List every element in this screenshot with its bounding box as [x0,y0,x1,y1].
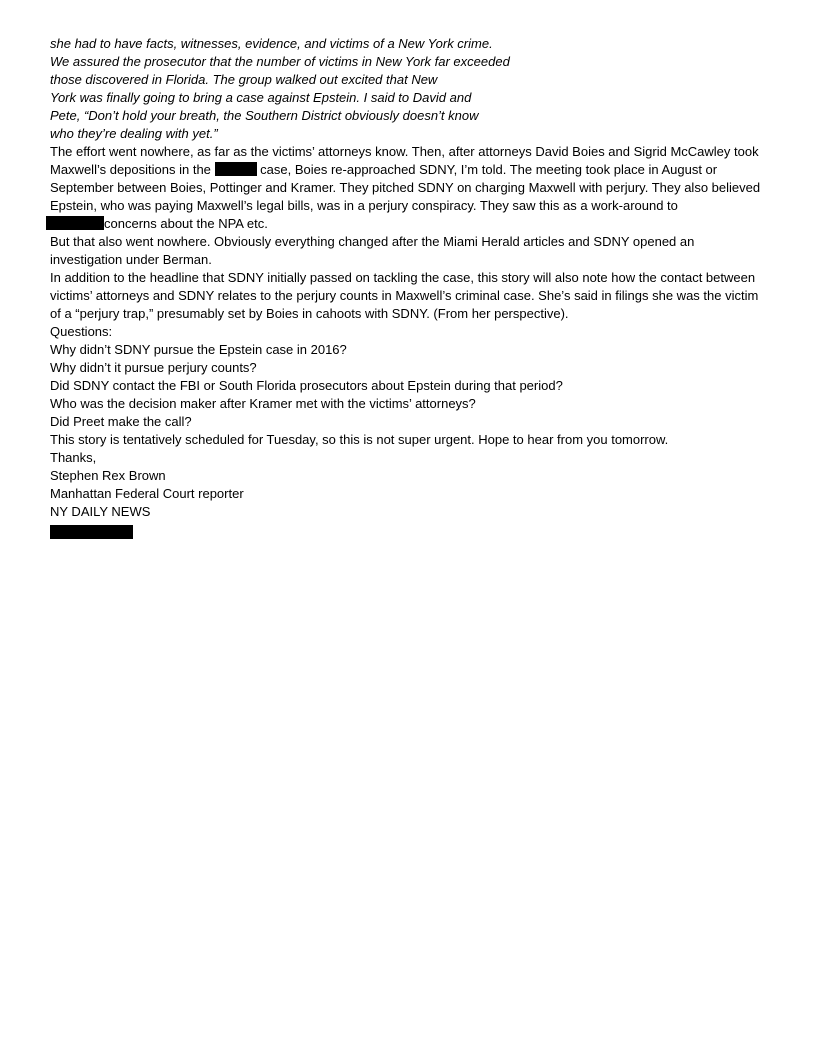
redaction-block [50,525,133,539]
signoff: Thanks, [50,450,97,465]
signature-name: Stephen Rex Brown [50,468,166,483]
redaction-block [215,162,257,176]
closing-line: This story is tentatively scheduled for Tuesday, so this is not super urgent. Hope to hear from you tomorrow. [50,432,669,447]
paragraph-text: concerns about the NPA etc. [104,216,268,231]
question-item: Why didn’t SDNY pursue the Epstein case in 2016? [50,342,347,357]
questions-heading: Questions: [50,324,113,339]
redaction-block [46,216,104,230]
paragraph-text: The effort went nowhere, as far as the victims’ attorneys know. Then, after attorneys David Boies and Sigrid McCawley took Maxwell’s depositions in the [50,144,759,177]
quote-line: Pete, “Don’t hold your breath, the Southern District obviously doesn’t know [50,108,479,123]
questions-list [50,341,766,431]
paragraph-went-nowhere: But that also went nowhere. Obviously everything changed after the Miami Herald articles and SDNY opened an investigation under Berman. [50,234,695,267]
quote-line: We assured the prosecutor that the number of victims in New York far exceeded [50,54,510,69]
question-item: Why didn’t it pursue perjury counts? [50,360,257,375]
quote-line: York was finally going to bring a case against Epstein. I said to David and [50,90,472,105]
paragraph-story-note: In addition to the headline that SDNY initially passed on tackling the case, this story will also note how the contact between victims’ attorneys and SDNY relates to the perjury counts in Maxwell’s criminal case. She’s said in filings she was the victim of a “perjury trap,” presumably set by Boies in cahoots with SDNY. (From her perspective). [50,270,759,321]
email-body [50,35,766,539]
signature-block [50,467,766,539]
signature-org: NY DAILY NEWS [50,504,151,519]
question-item: Did SDNY contact the FBI or South Florida prosecutors about Epstein during that period? [50,378,563,393]
quoted-passage [50,35,766,143]
quote-line: who they’re dealing with yet.” [50,126,218,141]
quote-line: she had to have facts, witnesses, evidence, and victims of a New York crime. [50,36,493,51]
signature-title: Manhattan Federal Court reporter [50,486,244,501]
paragraph-perjury-pitch [50,143,766,233]
question-item: Who was the decision maker after Kramer met with the victims’ attorneys? [50,396,476,411]
question-item: Did Preet make the call? [50,414,192,429]
quote-line: those discovered in Florida. The group walked out excited that New [50,72,438,87]
paragraph-text: case, Boies re-approached SDNY, I’m told. The meeting took place in August or September between Boies, Pottinger and Kramer. They pitched SDNY on charging Maxwell with perjury. They also believed Epstein, who was paying Maxwell’s legal bills, was in a perjury conspiracy. They saw this as a work-around to [50,162,761,213]
